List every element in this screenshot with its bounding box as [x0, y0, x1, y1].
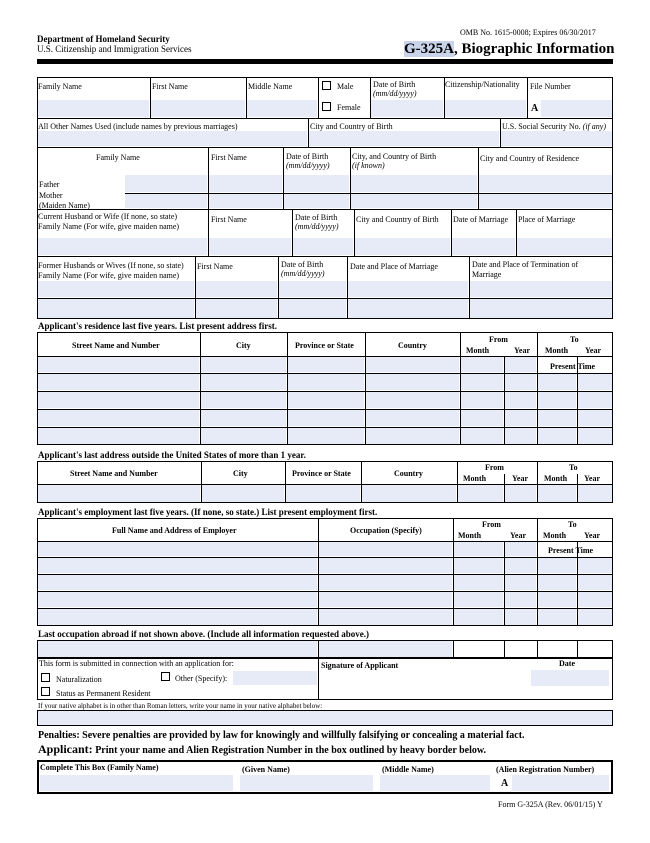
form-revision: Form G-325A (Rev. 06/01/15) Y [498, 800, 603, 809]
former-termination-label-line1: Date and Place of Termination of [472, 260, 579, 269]
employer-header: Full Name and Address of Employer [112, 526, 237, 535]
father-first-name-input[interactable] [209, 175, 282, 192]
form-title [404, 41, 614, 57]
abroad-country-input[interactable] [362, 485, 456, 502]
residence-country-input[interactable] [366, 410, 459, 426]
employment-to-year: Year [584, 531, 600, 540]
former-termination-label-line2: Marriage [472, 270, 502, 279]
residence-city-input[interactable] [201, 357, 286, 372]
divider [37, 256, 613, 257]
employment-to-year-input[interactable] [578, 609, 612, 625]
residence-from-month: Month [466, 346, 490, 355]
divider [537, 640, 538, 658]
residence-from-year-input[interactable] [505, 392, 536, 408]
former-first-name-input-2[interactable] [196, 299, 277, 318]
residence-province-input[interactable] [288, 428, 364, 444]
employment-from-month-input[interactable] [454, 542, 503, 556]
residence-province-input[interactable] [288, 374, 364, 390]
abroad-to-year-input[interactable] [578, 485, 612, 502]
divider [453, 640, 454, 658]
native-alphabet-input[interactable] [37, 710, 613, 726]
first-name-label: First Name [152, 82, 188, 91]
divider [37, 147, 613, 148]
employment-from-year-input[interactable] [505, 592, 536, 607]
submission-label: This form is submitted in connection with an application for: [39, 659, 234, 668]
residence-country-input[interactable] [366, 392, 459, 408]
mother-dob-input[interactable] [284, 194, 349, 208]
employment-to-header: To [568, 520, 577, 529]
ssn-label [502, 122, 606, 131]
other-names-label: All Other Names Used (include names by previous marriages) [38, 122, 238, 131]
employment-to-year-input[interactable] [578, 575, 612, 590]
father-label: Father [39, 180, 60, 189]
abroad-to-header: To [569, 463, 578, 472]
signature-label: Signature of Applicant [321, 661, 399, 670]
spouse-dob-input[interactable] [293, 238, 353, 255]
residence-city-input[interactable] [201, 392, 286, 408]
residence-country-header: Country [398, 341, 427, 350]
date-label: Date [559, 659, 575, 668]
mother-residence-input[interactable] [479, 194, 612, 208]
employment-from-year: Year [510, 531, 526, 540]
signature-date-input[interactable] [531, 670, 609, 686]
male-label: Male [337, 82, 354, 91]
abroad-city-header: City [233, 469, 248, 478]
employment-from-month-input[interactable] [454, 558, 503, 573]
divider [318, 77, 319, 118]
employment-from-year-input[interactable] [505, 542, 536, 556]
parents-if-known: (if known) [352, 161, 385, 170]
residence-city-input[interactable] [201, 428, 286, 444]
naturalization-label: Naturalization [56, 675, 102, 684]
residence-present-time: Present Time [550, 362, 596, 371]
dob-format: (mm/dd/yyyy) [373, 89, 417, 98]
employment-from-month-input[interactable] [454, 609, 503, 625]
residence-to-year-input[interactable] [578, 392, 612, 408]
other-names-input[interactable] [38, 131, 307, 146]
residence-from-month-input[interactable] [461, 357, 503, 372]
occupation-input[interactable] [319, 575, 452, 590]
last-occupation-employer-input[interactable] [38, 641, 317, 657]
citizenship-label: Citizenship/Nationality [445, 80, 520, 89]
residence-city-header: City [236, 341, 251, 350]
employment-to-year-input[interactable] [578, 592, 612, 607]
residence-from-year: Year [514, 346, 530, 355]
divider [504, 640, 505, 658]
applicant-middle-name-label: (Middle Name) [382, 765, 434, 774]
residence-province-input[interactable] [288, 357, 364, 372]
parents-first-name-label: First Name [211, 153, 247, 162]
city-country-birth-label: City and Country of Birth [310, 122, 393, 131]
abroad-from-month-input[interactable] [458, 485, 503, 502]
parents-residence-label: City and Country of Residence [480, 154, 580, 163]
applicant-instruction-text: Print your name and Alien Registration Number in the box outlined by heavy border below. [95, 745, 487, 756]
residence-province-header: Province or State [295, 341, 354, 350]
former-dob-format: (mm/dd/yyyy) [281, 269, 325, 278]
residence-to-month-input[interactable] [538, 374, 576, 390]
other-specify-input[interactable] [233, 671, 317, 685]
residence-section-title: Applicant's residence last five years. List present address first. [38, 321, 277, 331]
citizenship-input[interactable] [445, 100, 526, 117]
maiden-name-label: (Maiden Name) [39, 201, 90, 210]
spouse-label-line2: Family Name (For wife, give maiden name) [38, 222, 180, 231]
ssn-input[interactable] [501, 131, 612, 146]
abroad-from-month: Month [463, 474, 487, 483]
residence-from-month-input[interactable] [461, 374, 503, 390]
form-title-text: , Biographic Information [454, 41, 615, 57]
abroad-city-input[interactable] [202, 485, 284, 502]
employment-from-header: From [482, 520, 501, 529]
spouse-first-name-label: First Name [211, 215, 247, 224]
divider [577, 640, 578, 658]
last-occupation-input[interactable] [319, 641, 452, 657]
abroad-province-header: Province or State [292, 469, 351, 478]
spouse-birth-place-label: City and Country of Birth [356, 215, 439, 224]
family-name-label: Family Name [38, 82, 82, 91]
applicant-given-name-input[interactable] [240, 775, 373, 791]
residence-street-header: Street Name and Number [72, 341, 160, 350]
former-dob-input-1[interactable] [279, 281, 346, 297]
residence-city-input[interactable] [201, 410, 286, 426]
former-dob-input-2[interactable] [279, 299, 346, 318]
residence-from-month-input[interactable] [461, 392, 503, 408]
spouse-first-name-input[interactable] [209, 238, 291, 255]
occupation-header: Occupation (Specify) [350, 526, 422, 535]
residence-street-input[interactable] [38, 410, 199, 426]
employer-input[interactable] [38, 542, 317, 556]
spouse-birth-place-input[interactable] [355, 238, 450, 255]
dob-label: Date of Birth [373, 80, 416, 89]
residence-street-input[interactable] [38, 374, 199, 390]
employment-to-month-input[interactable] [538, 558, 576, 573]
residence-to-year: Year [585, 346, 601, 355]
spouse-dob-format: (mm/dd/yyyy) [295, 222, 339, 231]
employment-to-year-input[interactable] [578, 558, 612, 573]
form-number: G-325A [404, 41, 454, 57]
ssn-note: (if any) [582, 122, 606, 131]
parents-family-name-label: Family Name [96, 153, 140, 162]
father-birth-place-input[interactable] [351, 175, 477, 192]
spouse-family-name-input[interactable] [38, 238, 207, 255]
employment-to-month: Month [543, 531, 567, 540]
residence-country-input[interactable] [366, 374, 459, 390]
alien-registration-label: (Alien Registration Number) [496, 765, 595, 774]
occupation-input[interactable] [319, 558, 452, 573]
abroad-street-header: Street Name and Number [70, 469, 158, 478]
residence-from-year-input[interactable] [505, 410, 536, 426]
city-country-birth-input[interactable] [309, 131, 499, 146]
residence-city-input[interactable] [201, 374, 286, 390]
alien-number-prefix: A [501, 778, 509, 789]
complete-box-label: Complete This Box (Family Name) [40, 763, 159, 772]
applicant-label: Applicant: [38, 742, 93, 756]
mother-first-name-input[interactable] [209, 194, 282, 208]
former-marriage-input-2[interactable] [348, 299, 468, 318]
residence-from-year-input[interactable] [505, 428, 536, 444]
occupation-input[interactable] [319, 542, 452, 556]
spouse-label-line1: Current Husband or Wife (If none, so state) [38, 212, 178, 221]
parents-dob-label: Date of Birth [286, 152, 329, 161]
employment-from-year-input[interactable] [505, 575, 536, 590]
other-checkbox[interactable] [161, 672, 170, 681]
mother-label: Mother [39, 191, 63, 200]
divider [527, 77, 528, 118]
employer-input[interactable] [38, 592, 317, 607]
divider [318, 658, 319, 700]
residence-to-month-input[interactable] [538, 410, 576, 426]
mother-family-name-input[interactable] [125, 194, 207, 208]
residence-street-input[interactable] [38, 428, 199, 444]
employment-to-month-input[interactable] [538, 609, 576, 625]
divider [37, 209, 613, 210]
residence-to-month-input[interactable] [538, 428, 576, 444]
first-name-input[interactable] [151, 100, 245, 117]
residence-province-input[interactable] [288, 410, 364, 426]
abroad-to-year: Year [584, 474, 600, 483]
penalties-statement: Penalties: Severe penalties are provided by law for knowingly and willfully falsifying or concealing a material fact. [38, 730, 525, 741]
other-label: Other (Specify): [175, 674, 228, 683]
native-alphabet-label: If your native alphabet is in other than Roman letters, write your name in your native alphabet below: [38, 702, 323, 710]
former-marriage-label: Date and Place of Marriage [350, 262, 438, 271]
former-termination-input-1[interactable] [470, 281, 612, 297]
father-dob-input[interactable] [284, 175, 349, 192]
residence-to-month-input[interactable] [538, 392, 576, 408]
former-spouse-label-line1: Former Husbands or Wives (If none, so state) [38, 261, 184, 270]
given-name-label: (Given Name) [242, 765, 290, 774]
employment-from-year-input[interactable] [505, 558, 536, 573]
employment-to-month-input[interactable] [538, 592, 576, 607]
residence-to-month: Month [545, 346, 569, 355]
divider [37, 118, 613, 119]
female-label: Female [337, 103, 361, 112]
occupation-input[interactable] [319, 592, 452, 607]
permanent-resident-label: Status as Permanent Resident [56, 689, 151, 698]
abroad-province-input[interactable] [286, 485, 360, 502]
employer-input[interactable] [38, 609, 317, 625]
applicant-middle-name-input[interactable] [380, 775, 490, 791]
abroad-from-year-input[interactable] [505, 485, 536, 502]
abroad-section-title: Applicant's last address outside the United States of more than 1 year. [38, 450, 306, 460]
employer-input[interactable] [38, 575, 317, 590]
residence-from-year-input[interactable] [505, 357, 536, 372]
former-first-name-input-1[interactable] [196, 281, 277, 297]
employment-from-month-input[interactable] [454, 575, 503, 590]
agency-name: U.S. Citizenship and Immigration Services [37, 44, 192, 54]
residence-to-header: To [570, 335, 579, 344]
spouse-place-marriage-input[interactable] [517, 238, 612, 255]
former-family-name-input-2[interactable] [38, 299, 194, 318]
ssn-label-text: U.S. Social Security No. [502, 122, 581, 131]
residence-from-month-input[interactable] [461, 410, 503, 426]
spouse-date-marriage-label: Date of Marriage [453, 215, 509, 224]
residence-street-input[interactable] [38, 392, 199, 408]
employment-from-month-input[interactable] [454, 592, 503, 607]
residence-country-input[interactable] [366, 357, 459, 372]
alien-registration-input[interactable] [512, 775, 609, 791]
omb-number: OMB No. 1615-0008; Expires 06/30/2017 [460, 28, 596, 37]
abroad-from-year: Year [512, 474, 528, 483]
female-checkbox[interactable] [322, 102, 331, 111]
residence-from-header: From [489, 335, 508, 344]
male-checkbox[interactable] [322, 81, 331, 90]
middle-name-input[interactable] [247, 100, 317, 117]
dob-input[interactable] [371, 100, 443, 117]
residence-to-year-input[interactable] [578, 428, 612, 444]
naturalization-checkbox[interactable] [41, 673, 50, 682]
spouse-date-marriage-input[interactable] [452, 238, 515, 255]
parents-dob-format: (mm/dd/yyyy) [286, 161, 330, 170]
former-family-name-input-1[interactable] [38, 281, 194, 297]
parents-city-country-birth-label: City, and Country of Birth [352, 152, 437, 161]
file-number-input[interactable] [541, 100, 612, 117]
former-spouse-label-line2: Family Name (For wife, give maiden name) [38, 271, 180, 280]
employer-input[interactable] [38, 558, 317, 573]
father-family-name-input[interactable] [125, 175, 207, 192]
spouse-place-marriage-label: Place of Marriage [518, 215, 576, 224]
last-occupation-title: Last occupation abroad if not shown above. (Include all information requested above.) [38, 629, 369, 639]
former-marriage-input-1[interactable] [348, 281, 468, 297]
father-residence-input[interactable] [479, 175, 612, 192]
residence-province-input[interactable] [288, 392, 364, 408]
header-rule [37, 59, 613, 64]
abroad-country-header: Country [394, 469, 423, 478]
former-first-name-label: First Name [197, 262, 233, 271]
employment-from-month: Month [458, 531, 482, 540]
permanent-resident-checkbox[interactable] [41, 687, 50, 696]
applicant-family-name-input[interactable] [40, 775, 233, 791]
occupation-input[interactable] [319, 609, 452, 625]
family-name-input[interactable] [38, 100, 149, 117]
mother-birth-place-input[interactable] [351, 194, 477, 208]
department-name: Department of Homeland Security [37, 34, 170, 44]
residence-country-input[interactable] [366, 428, 459, 444]
abroad-from-header: From [485, 463, 504, 472]
applicant-instruction [38, 744, 486, 756]
employment-section-title: Applicant's employment last five years. (If none, so state.) List present employment first. [38, 507, 378, 517]
spouse-dob-label: Date of Birth [295, 213, 338, 222]
file-number-prefix: A [531, 103, 539, 114]
former-dob-label: Date of Birth [281, 260, 324, 269]
file-number-label: File Number [530, 82, 571, 91]
middle-name-label: Middle Name [248, 82, 293, 91]
residence-street-input[interactable] [38, 357, 199, 372]
employment-present-time: Present Time [548, 546, 594, 555]
abroad-street-input[interactable] [38, 485, 200, 502]
residence-to-year-input[interactable] [578, 374, 612, 390]
residence-to-year-input[interactable] [578, 410, 612, 426]
abroad-to-month: Month [544, 474, 568, 483]
residence-from-month-input[interactable] [461, 428, 503, 444]
employment-from-year-input[interactable] [505, 609, 536, 625]
former-termination-input-2[interactable] [470, 299, 612, 318]
residence-from-year-input[interactable] [505, 374, 536, 390]
employment-to-month-input[interactable] [538, 575, 576, 590]
abroad-to-month-input[interactable] [538, 485, 576, 502]
